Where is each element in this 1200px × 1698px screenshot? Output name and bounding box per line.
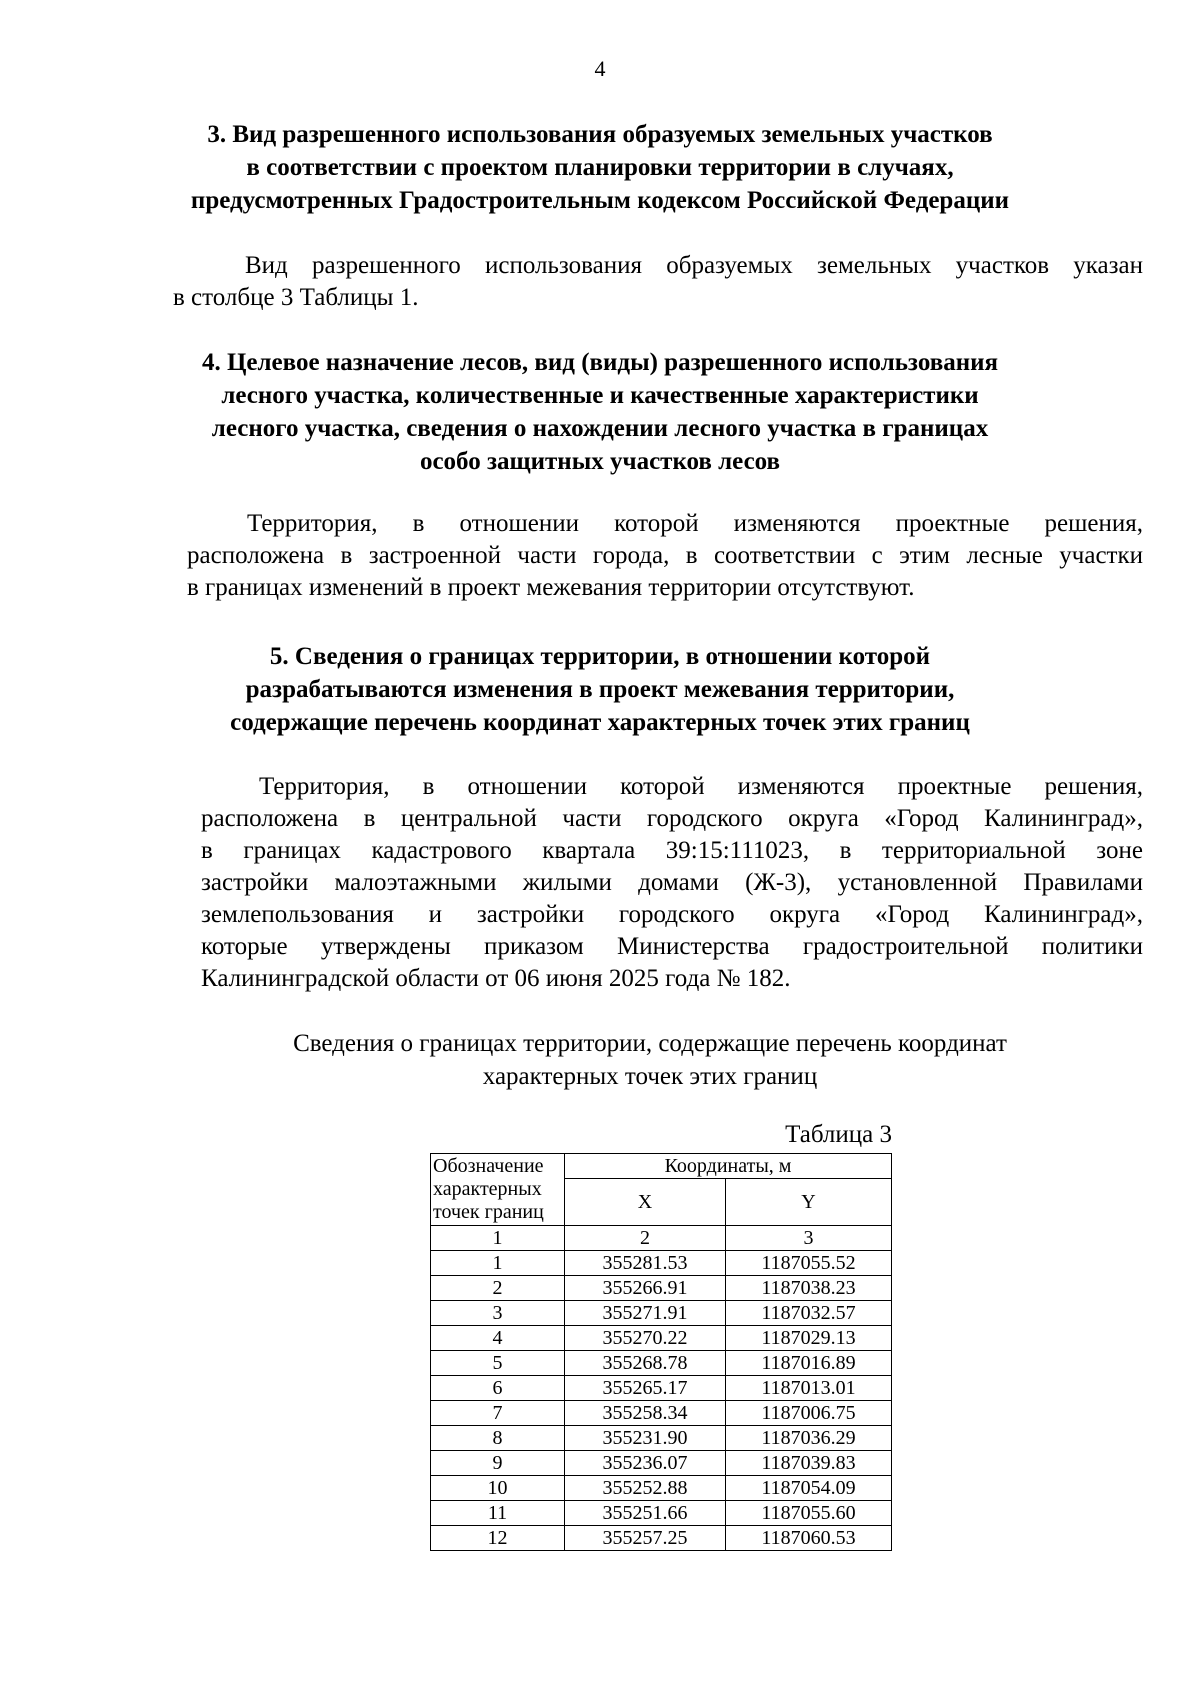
- point-number-cell: 6: [431, 1376, 565, 1401]
- table-caption-line: Сведения о границах территории, содержащие перечень координат: [293, 1030, 1007, 1057]
- y-coordinate-cell: 1187039.83: [726, 1451, 892, 1476]
- section-4-heading: [150, 346, 1050, 478]
- table-caption-line: характерных точек этих границ: [482, 1063, 818, 1090]
- designation-header-line: характерных: [433, 1178, 542, 1200]
- x-coordinate-cell: 355268.78: [565, 1351, 726, 1376]
- y-coordinate-cell: 1187036.29: [726, 1426, 892, 1451]
- paragraph-line: расположена в застроенной части города, в соответствии с этим лесные участки: [187, 542, 1143, 569]
- section-3-heading-line: 3. Вид разрешенного использования образуемых земельных участков: [207, 121, 993, 148]
- section-3-heading-line: предусмотренных Градостроительным кодексом Российской Федерации: [190, 187, 1010, 214]
- paragraph-line: расположена в центральной части городского округа «Город Калининград»,: [201, 805, 1143, 832]
- section-4-heading-line: лесного участка, сведения о нахождении лесного участка в границах: [211, 415, 989, 442]
- column-number-row: [431, 1226, 892, 1251]
- table-row: [431, 1476, 892, 1501]
- section-5-paragraph: [201, 771, 1143, 995]
- x-coordinate-cell: 355251.66: [565, 1501, 726, 1526]
- y-header: Y: [726, 1179, 892, 1226]
- point-number-cell: 7: [431, 1401, 565, 1426]
- designation-header-line: Обозначение: [433, 1155, 544, 1177]
- y-coordinate-cell: 1187054.09: [726, 1476, 892, 1501]
- table-row: [431, 1301, 892, 1326]
- x-coordinate-cell: 355271.91: [565, 1301, 726, 1326]
- table-row: [431, 1251, 892, 1276]
- x-coordinate-cell: 355281.53: [565, 1251, 726, 1276]
- table-label: Таблица 3: [785, 1121, 892, 1148]
- y-coordinate-cell: 1187016.89: [726, 1351, 892, 1376]
- x-coordinate-cell: 355231.90: [565, 1426, 726, 1451]
- y-coordinate-cell: 1187029.13: [726, 1326, 892, 1351]
- y-coordinate-cell: 1187013.01: [726, 1376, 892, 1401]
- x-coordinate-cell: 355265.17: [565, 1376, 726, 1401]
- section-4-paragraph: [187, 508, 1143, 604]
- point-number-cell: 11: [431, 1501, 565, 1526]
- x-coordinate-cell: 355257.25: [565, 1526, 726, 1551]
- section-5-heading-line: разрабатываются изменения в проект межевания территории,: [245, 676, 955, 703]
- y-coordinate-cell: 1187055.60: [726, 1501, 892, 1526]
- point-number-cell: 8: [431, 1426, 565, 1451]
- designation-header: [431, 1154, 565, 1226]
- point-number-cell: 4: [431, 1326, 565, 1351]
- paragraph-line: в столбце 3 Таблицы 1.: [173, 284, 419, 311]
- point-number-cell: 12: [431, 1526, 565, 1551]
- paragraph-line: Калининградской области от 06 июня 2025 года № 182.: [201, 965, 791, 992]
- y-coordinate-cell: 1187032.57: [726, 1301, 892, 1326]
- paragraph-line: которые утверждены приказом Министерства градостроительной политики: [201, 933, 1143, 960]
- paragraph-line: в границах изменений в проект межевания территории отсутствуют.: [187, 574, 915, 601]
- section-5-heading-line: содержащие перечень координат характерных точек этих границ: [230, 709, 970, 736]
- paragraph-line: Вид разрешенного использования образуемых земельных участков указан: [245, 252, 1143, 279]
- table-row: [431, 1501, 892, 1526]
- table-row: [431, 1276, 892, 1301]
- x-coordinate-cell: 355270.22: [565, 1326, 726, 1351]
- section-4-heading-line: особо защитных участков лесов: [419, 448, 781, 475]
- paragraph-line: в границах кадастрового квартала 39:15:111023, в территориальной зоне: [201, 837, 1143, 864]
- column-number: 2: [565, 1226, 726, 1251]
- point-number-cell: 1: [431, 1251, 565, 1276]
- column-number: 3: [726, 1226, 892, 1251]
- table-row: [431, 1401, 892, 1426]
- x-header: X: [565, 1179, 726, 1226]
- table-row: [431, 1526, 892, 1551]
- section-3-paragraph: [173, 250, 1143, 314]
- paragraph-line: Территория, в отношении которой изменяются проектные решения,: [247, 510, 1143, 537]
- paragraph-line: застройки малоэтажными жилыми домами (Ж-3), установленной Правилами: [201, 869, 1143, 896]
- section-3-heading-line: в соответствии с проектом планировки территории в случаях,: [246, 154, 954, 181]
- y-coordinate-cell: 1187006.75: [726, 1401, 892, 1426]
- section-4-heading-line: 4. Целевое назначение лесов, вид (виды) разрешенного использования: [201, 349, 999, 376]
- coordinates-table: [430, 1153, 892, 1551]
- table-row: [431, 1351, 892, 1376]
- page-number: 4: [594, 56, 606, 81]
- coordinates-table-body: [431, 1226, 892, 1551]
- paragraph-line: землепользования и застройки городского округа «Город Калининград»,: [201, 901, 1143, 928]
- y-coordinate-cell: 1187060.53: [726, 1526, 892, 1551]
- point-number-cell: 5: [431, 1351, 565, 1376]
- table-caption: [200, 1027, 1100, 1093]
- table-row: [431, 1426, 892, 1451]
- point-number-cell: 10: [431, 1476, 565, 1501]
- designation-header-line: точек границ: [433, 1201, 544, 1223]
- point-number-cell: 3: [431, 1301, 565, 1326]
- point-number-cell: 9: [431, 1451, 565, 1476]
- point-number-cell: 2: [431, 1276, 565, 1301]
- x-coordinate-cell: 355258.34: [565, 1401, 726, 1426]
- x-coordinate-cell: 355252.88: [565, 1476, 726, 1501]
- column-number: 1: [431, 1226, 565, 1251]
- table-row: [431, 1376, 892, 1401]
- section-4-heading-line: лесного участка, количественные и качественные характеристики: [221, 382, 979, 409]
- section-5-heading-line: 5. Сведения о границах территории, в отношении которой: [269, 643, 931, 670]
- y-coordinate-cell: 1187038.23: [726, 1276, 892, 1301]
- x-coordinate-cell: 355266.91: [565, 1276, 726, 1301]
- section-3-heading: [150, 118, 1050, 217]
- x-coordinate-cell: 355236.07: [565, 1451, 726, 1476]
- y-coordinate-cell: 1187055.52: [726, 1251, 892, 1276]
- table-row: [431, 1326, 892, 1351]
- coordinates-header: Координаты, м: [565, 1154, 892, 1179]
- section-5-heading: [150, 640, 1050, 739]
- paragraph-line: Территория, в отношении которой изменяются проектные решения,: [259, 773, 1143, 800]
- table-row: [431, 1451, 892, 1476]
